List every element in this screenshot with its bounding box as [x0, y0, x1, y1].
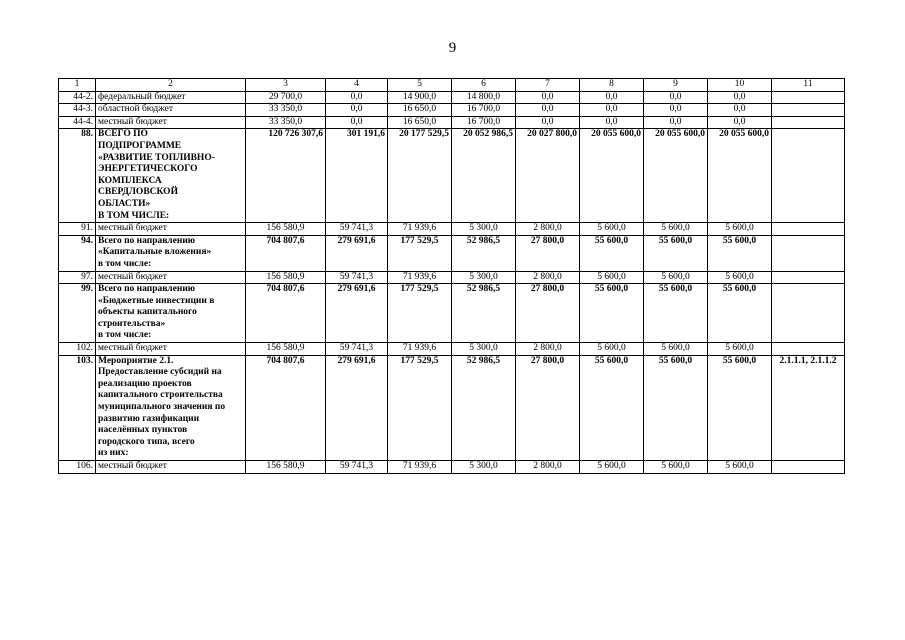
row-name: [96, 355, 246, 460]
value-cell: 16 700,0: [452, 104, 516, 117]
value-cell: 156 580,9: [246, 223, 326, 236]
row-name-line: КОМПЛЕКСА: [98, 175, 162, 186]
value-cell: 55 600,0: [644, 355, 708, 460]
row-name-line: «Капитальные вложения»: [98, 247, 212, 258]
value-cell: 2 800,0: [516, 271, 580, 284]
value-cell: 55 600,0: [644, 235, 708, 271]
row-name-line: местный бюджет: [98, 116, 167, 127]
value-cell: 0,0: [708, 91, 772, 104]
target-ref: [772, 116, 845, 129]
row-name-line: местный бюджет: [98, 271, 167, 282]
table-row: [59, 223, 845, 236]
value-cell: 0,0: [516, 116, 580, 129]
value-cell: 5 600,0: [644, 461, 708, 474]
value-cell: 279 691,6: [326, 284, 388, 343]
row-name: [96, 223, 246, 236]
value-cell: 704 807,6: [246, 284, 326, 343]
row-name-line: ЭНЕРГЕТИЧЕСКОГО: [98, 164, 198, 175]
row-id: 99.: [59, 284, 96, 343]
row-name-line: населённых пунктов: [98, 425, 188, 436]
value-cell: 20 055 600,0: [708, 129, 772, 223]
row-id: 97.: [59, 271, 96, 284]
row-name-line: Всего по направлению: [98, 235, 196, 246]
row-name-line: ОБЛАСТИ»: [98, 198, 151, 209]
row-name: [96, 116, 246, 129]
target-ref: [772, 104, 845, 117]
value-cell: 5 600,0: [708, 343, 772, 356]
value-cell: 59 741,3: [326, 223, 388, 236]
value-cell: 33 350,0: [246, 116, 326, 129]
column-header: 7: [516, 79, 580, 92]
row-name-line: объекты капитального: [98, 307, 197, 318]
row-name-line: Мероприятие 2.1.: [98, 355, 174, 366]
value-cell: 0,0: [644, 116, 708, 129]
row-name-line: строительства»: [98, 318, 166, 329]
value-cell: 55 600,0: [644, 284, 708, 343]
value-cell: 0,0: [580, 91, 644, 104]
row-name: [96, 104, 246, 117]
value-cell: 279 691,6: [326, 355, 388, 460]
table-row: [59, 461, 845, 474]
row-name-line: федеральный бюджет: [98, 91, 186, 102]
row-id: 102.: [59, 343, 96, 356]
column-header: 10: [708, 79, 772, 92]
row-name-line: капитального строительства: [98, 390, 223, 401]
target-ref: [772, 343, 845, 356]
row-name-line: из них:: [98, 448, 129, 459]
row-name-line: «РАЗВИТИЕ ТОПЛИВНО-: [98, 152, 215, 163]
value-cell: 0,0: [708, 104, 772, 117]
value-cell: 704 807,6: [246, 235, 326, 271]
row-id: 44-3.: [59, 104, 96, 117]
column-number-row: [59, 79, 845, 92]
value-cell: 0,0: [644, 91, 708, 104]
value-cell: 0,0: [644, 104, 708, 117]
row-name: [96, 343, 246, 356]
row-name-line: местный бюджет: [98, 223, 167, 234]
row-id: 106.: [59, 461, 96, 474]
row-name-line: Предоставление субсидий на: [98, 367, 222, 378]
value-cell: 20 055 600,0: [580, 129, 644, 223]
value-cell: 0,0: [580, 116, 644, 129]
value-cell: 52 986,5: [452, 284, 516, 343]
value-cell: 0,0: [326, 91, 388, 104]
row-name: [96, 284, 246, 343]
value-cell: 279 691,6: [326, 235, 388, 271]
table-row: [59, 343, 845, 356]
value-cell: 120 726 307,6: [246, 129, 326, 223]
row-name-line: развитию газификации: [98, 413, 200, 424]
table-row: [59, 355, 845, 460]
value-cell: 71 939,6: [388, 223, 452, 236]
table-row: [59, 129, 845, 223]
target-ref: [772, 461, 845, 474]
value-cell: 0,0: [580, 104, 644, 117]
value-cell: 20 052 986,5: [452, 129, 516, 223]
value-cell: 20 055 600,0: [644, 129, 708, 223]
value-cell: 177 529,5: [388, 235, 452, 271]
table-row: [59, 104, 845, 117]
value-cell: 59 741,3: [326, 271, 388, 284]
value-cell: 14 800,0: [452, 91, 516, 104]
column-header: 5: [388, 79, 452, 92]
row-id: 44-4.: [59, 116, 96, 129]
value-cell: 55 600,0: [580, 284, 644, 343]
value-cell: 55 600,0: [708, 355, 772, 460]
value-cell: 27 800,0: [516, 284, 580, 343]
row-name-line: в том числе:: [98, 258, 152, 269]
value-cell: 5 600,0: [644, 343, 708, 356]
row-name: [96, 129, 246, 223]
row-name: [96, 461, 246, 474]
row-name-line: муниципального значения по: [98, 402, 226, 413]
value-cell: 27 800,0: [516, 355, 580, 460]
value-cell: 52 986,5: [452, 235, 516, 271]
value-cell: 156 580,9: [246, 343, 326, 356]
budget-table: [58, 78, 845, 474]
target-ref: [772, 284, 845, 343]
column-header: 9: [644, 79, 708, 92]
value-cell: 71 939,6: [388, 271, 452, 284]
row-id: 91.: [59, 223, 96, 236]
value-cell: 33 350,0: [246, 104, 326, 117]
value-cell: 20 027 800,0: [516, 129, 580, 223]
row-name-line: В ТОМ ЧИСЛЕ:: [98, 210, 170, 221]
table-row: [59, 116, 845, 129]
table-row: [59, 271, 845, 284]
value-cell: 16 700,0: [452, 116, 516, 129]
row-name-line: ПОДПРОГРАММЕ: [98, 140, 182, 151]
column-header: 8: [580, 79, 644, 92]
value-cell: 177 529,5: [388, 284, 452, 343]
value-cell: 16 650,0: [388, 104, 452, 117]
value-cell: 5 300,0: [452, 461, 516, 474]
row-id: 88.: [59, 129, 96, 223]
value-cell: 71 939,6: [388, 461, 452, 474]
value-cell: 0,0: [516, 104, 580, 117]
column-header: 3: [246, 79, 326, 92]
column-header: 4: [326, 79, 388, 92]
row-name: [96, 235, 246, 271]
value-cell: 2 800,0: [516, 461, 580, 474]
value-cell: 0,0: [326, 104, 388, 117]
value-cell: 29 700,0: [246, 91, 326, 104]
value-cell: 5 600,0: [580, 343, 644, 356]
row-name-line: местный бюджет: [98, 461, 167, 471]
row-name: [96, 271, 246, 284]
column-header: 6: [452, 79, 516, 92]
row-id: 103.: [59, 355, 96, 460]
value-cell: 2 800,0: [516, 223, 580, 236]
value-cell: 20 177 529,5: [388, 129, 452, 223]
value-cell: 2 800,0: [516, 343, 580, 356]
value-cell: 59 741,3: [326, 343, 388, 356]
target-ref: [772, 235, 845, 271]
table-row: [59, 91, 845, 104]
value-cell: 16 650,0: [388, 116, 452, 129]
value-cell: 52 986,5: [452, 355, 516, 460]
column-header: 11: [772, 79, 845, 92]
row-id: 44-2.: [59, 91, 96, 104]
column-header: 1: [59, 79, 96, 92]
value-cell: 0,0: [708, 116, 772, 129]
column-header: 2: [96, 79, 246, 92]
value-cell: 5 300,0: [452, 343, 516, 356]
row-name-line: СВЕРДЛОВСКОЙ: [98, 187, 178, 198]
value-cell: 55 600,0: [580, 355, 644, 460]
value-cell: 156 580,9: [246, 461, 326, 474]
row-name-line: ВСЕГО ПО: [98, 129, 148, 140]
value-cell: 55 600,0: [580, 235, 644, 271]
row-name-line: реализацию проектов: [98, 378, 192, 389]
value-cell: 5 300,0: [452, 271, 516, 284]
row-name-line: областной бюджет: [98, 104, 174, 115]
target-ref: [772, 271, 845, 284]
row-name-line: в том числе:: [98, 330, 152, 341]
value-cell: 55 600,0: [708, 235, 772, 271]
value-cell: 0,0: [326, 116, 388, 129]
value-cell: 14 900,0: [388, 91, 452, 104]
page-number: 9: [448, 40, 457, 56]
value-cell: 0,0: [516, 91, 580, 104]
value-cell: 5 600,0: [580, 271, 644, 284]
row-name-line: городского типа, всего: [98, 436, 195, 447]
target-ref: [772, 91, 845, 104]
value-cell: 5 600,0: [708, 223, 772, 236]
value-cell: 704 807,6: [246, 355, 326, 460]
row-name-line: местный бюджет: [98, 343, 167, 354]
value-cell: 5 600,0: [708, 461, 772, 474]
value-cell: 27 800,0: [516, 235, 580, 271]
row-id: 94.: [59, 235, 96, 271]
target-ref: [772, 129, 845, 223]
value-cell: 5 600,0: [644, 271, 708, 284]
row-name: [96, 91, 246, 104]
row-name-line: Всего по направлению: [98, 284, 196, 295]
value-cell: 55 600,0: [708, 284, 772, 343]
row-name-line: «Бюджетные инвестиции в: [98, 295, 215, 306]
value-cell: 5 600,0: [580, 461, 644, 474]
value-cell: 5 600,0: [708, 271, 772, 284]
value-cell: 5 600,0: [580, 223, 644, 236]
target-ref: 2.1.1.1, 2.1.1.2: [772, 355, 845, 460]
table-row: [59, 284, 845, 343]
value-cell: 59 741,3: [326, 461, 388, 474]
value-cell: 177 529,5: [388, 355, 452, 460]
table-row: [59, 235, 845, 271]
value-cell: 5 600,0: [644, 223, 708, 236]
value-cell: 301 191,6: [326, 129, 388, 223]
value-cell: 5 300,0: [452, 223, 516, 236]
value-cell: 71 939,6: [388, 343, 452, 356]
value-cell: 156 580,9: [246, 271, 326, 284]
target-ref: [772, 223, 845, 236]
